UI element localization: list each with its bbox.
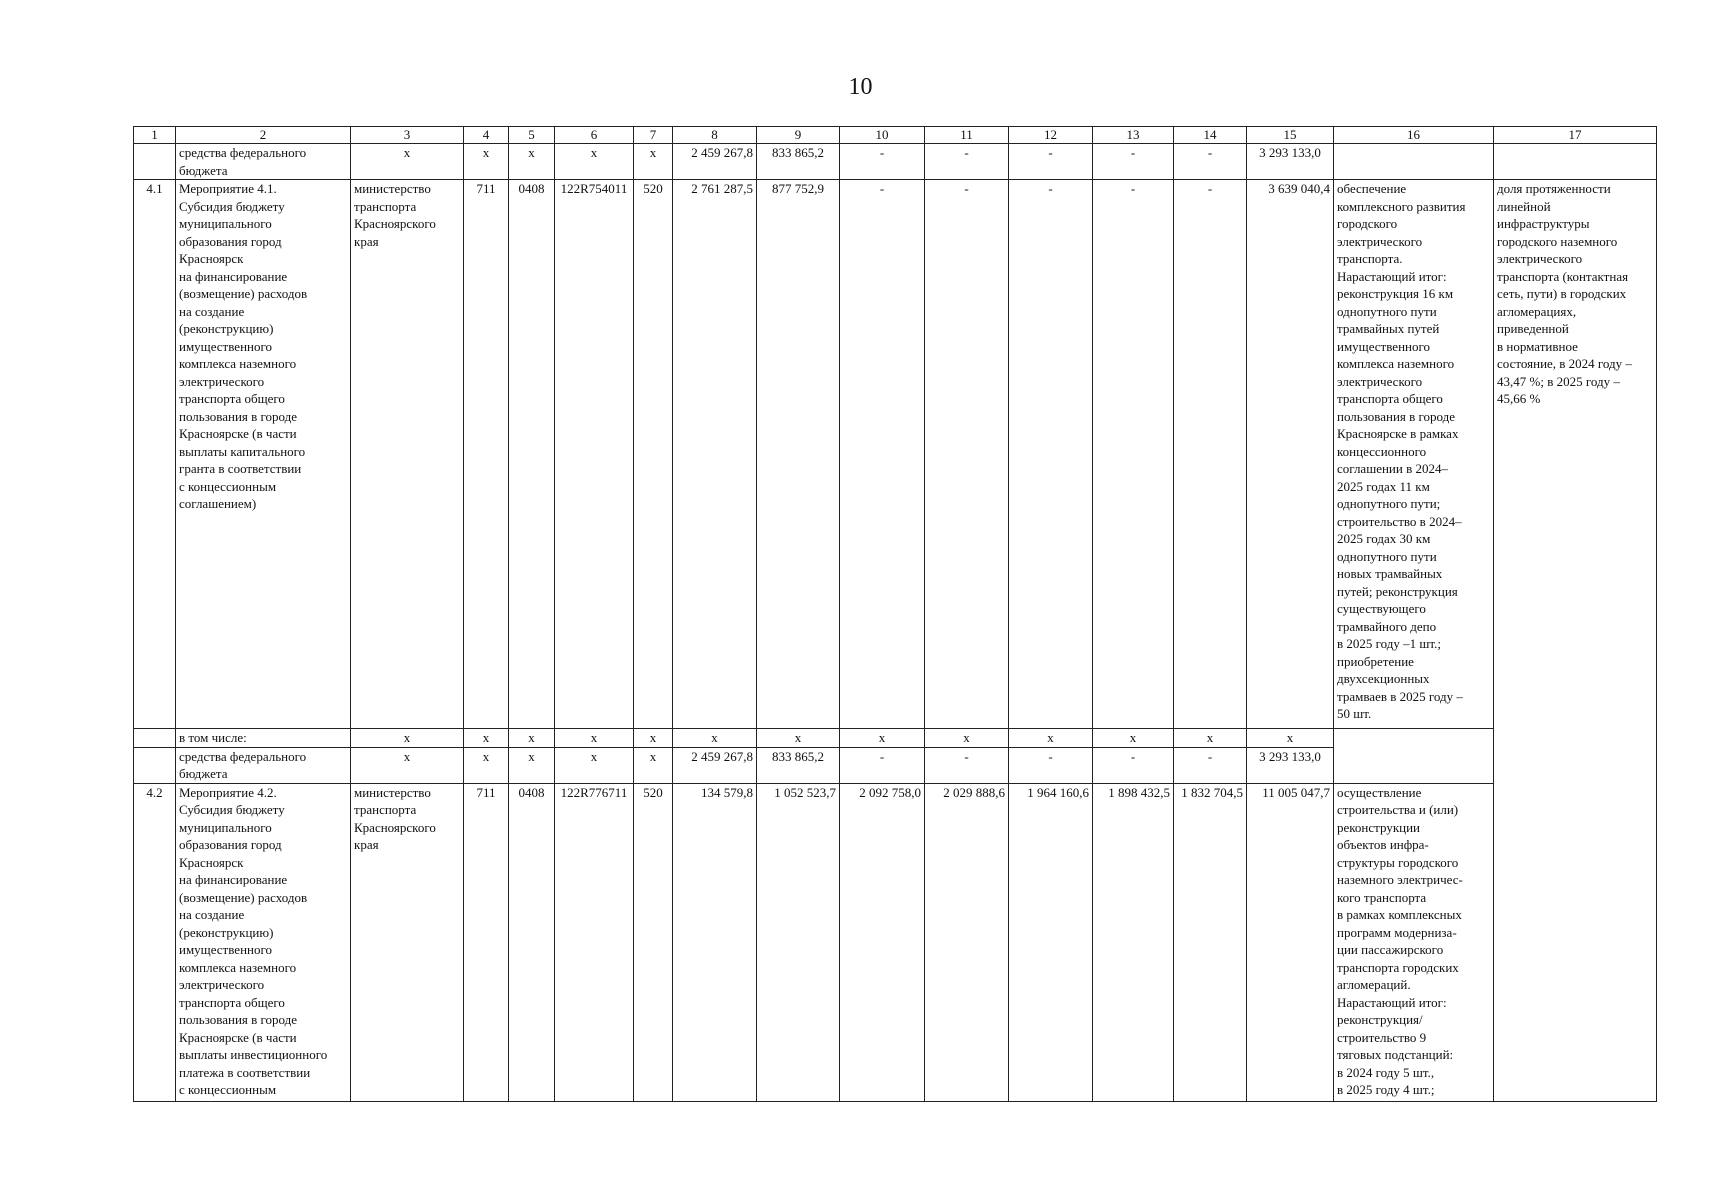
table-row-measure-4-1 bbox=[134, 180, 1657, 729]
cell-value: 2 092 758,0 bbox=[840, 783, 925, 1101]
cell-executor: х bbox=[351, 144, 464, 180]
cell-total: 3 293 133,0 bbox=[1247, 747, 1334, 783]
cell-csr: х bbox=[555, 144, 634, 180]
cell-name: Мероприятие 4.2. Субсидия бюджету муниципального образования город Красноярск на финансирование (возмещение) расходов на создание (реконструкцию) имущественного комплекса наземного электрического транспорта общего пользования в городе Красноярске (в части выплаты инвестиционного платежа в соответствии с концессионным bbox=[176, 783, 351, 1101]
cell-vr: 520 bbox=[634, 180, 673, 729]
cell-value: - bbox=[1009, 747, 1093, 783]
cell-value: х bbox=[757, 729, 840, 748]
cell-value: - bbox=[1009, 180, 1093, 729]
cell-csr: х bbox=[555, 747, 634, 783]
cell-rzpr: 0408 bbox=[509, 783, 555, 1101]
cell-grbs: х bbox=[464, 144, 509, 180]
cell-rzpr: х bbox=[509, 144, 555, 180]
cell-grbs: 711 bbox=[464, 783, 509, 1101]
cell-value: - bbox=[925, 144, 1009, 180]
cell-vr: х bbox=[634, 729, 673, 748]
table-row-including bbox=[134, 729, 1657, 748]
cell-value: х bbox=[840, 729, 925, 748]
cell-result bbox=[1334, 747, 1494, 783]
column-header: 5 bbox=[509, 127, 555, 144]
cell-csr: 122R754011 bbox=[555, 180, 634, 729]
column-header: 11 bbox=[925, 127, 1009, 144]
cell-value: 1 832 704,5 bbox=[1174, 783, 1247, 1101]
column-header: 2 bbox=[176, 127, 351, 144]
cell-value: 833 865,2 bbox=[757, 747, 840, 783]
header-row bbox=[134, 127, 1657, 144]
cell-value: - bbox=[840, 747, 925, 783]
cell-num bbox=[134, 747, 176, 783]
cell-vr: х bbox=[634, 144, 673, 180]
column-header: 13 bbox=[1093, 127, 1174, 144]
cell-total: 3 293 133,0 bbox=[1247, 144, 1334, 180]
cell-value: - bbox=[840, 144, 925, 180]
cell-grbs: 711 bbox=[464, 180, 509, 729]
cell-result: обеспечение комплексного развития городского электрического транспорта. Нарастающий итог: реконструкция 16 км однопутного пути трамвайных путей имущественного комплекса наземного электрического транспорта общего пользования в городе Красноярске в рамках концессионного соглашении в 2024– 2025 годах 11 км однопутного пути; строительство в 2024– 2025 годах 30 км однопутного пути новых трамвайных путей; реконструкция существующего трамвайного депо в 2025 году –1 шт.; приобретение двухсекционных трамваев в 2025 году – 50 шт. bbox=[1334, 180, 1494, 729]
budget-table bbox=[133, 126, 1657, 1102]
cell-indicator bbox=[1494, 783, 1657, 1101]
cell-grbs: х bbox=[464, 747, 509, 783]
column-header: 14 bbox=[1174, 127, 1247, 144]
cell-name: Мероприятие 4.1. Субсидия бюджету муниципального образования город Красноярск на финансирование (возмещение) расходов на создание (реконструкцию) имущественного комплекса наземного электрического транспорта общего пользования в городе Красноярске (в части выплаты капитального гранта в соответствии с концессионным соглашением) bbox=[176, 180, 351, 729]
cell-value: - bbox=[1174, 747, 1247, 783]
cell-result bbox=[1334, 144, 1494, 180]
column-header: 16 bbox=[1334, 127, 1494, 144]
cell-csr: х bbox=[555, 729, 634, 748]
cell-total: 11 005 047,7 bbox=[1247, 783, 1334, 1101]
cell-rzpr: х bbox=[509, 729, 555, 748]
cell-num bbox=[134, 144, 176, 180]
cell-csr: 122R776711 bbox=[555, 783, 634, 1101]
cell-executor: х bbox=[351, 747, 464, 783]
cell-num: 4.1 bbox=[134, 180, 176, 729]
column-header: 8 bbox=[673, 127, 757, 144]
cell-value: 2 459 267,8 bbox=[673, 747, 757, 783]
cell-value: х bbox=[673, 729, 757, 748]
column-header: 9 bbox=[757, 127, 840, 144]
cell-value: х bbox=[1174, 729, 1247, 748]
cell-indicator: доля протяженности линейной инфраструктуры городского наземного электрического транспорта (контактная сеть, пути) в городских агломерациях, приведенной в нормативное состояние, в 2024 году – 43,47 %; в 2025 году – 45,66 % bbox=[1494, 180, 1657, 729]
cell-vr: х bbox=[634, 747, 673, 783]
cell-value: х bbox=[925, 729, 1009, 748]
cell-value: - bbox=[1174, 144, 1247, 180]
cell-value: 833 865,2 bbox=[757, 144, 840, 180]
page-number: 10 bbox=[848, 74, 873, 100]
cell-value: - bbox=[1093, 144, 1174, 180]
cell-value: 877 752,9 bbox=[757, 180, 840, 729]
cell-total: х bbox=[1247, 729, 1334, 748]
cell-value: 2 459 267,8 bbox=[673, 144, 757, 180]
cell-name: средства федерального бюджета bbox=[176, 747, 351, 783]
cell-num bbox=[134, 729, 176, 748]
cell-executor: министерство транспорта Красноярского края bbox=[351, 180, 464, 729]
cell-value: х bbox=[1093, 729, 1174, 748]
cell-value: 2 761 287,5 bbox=[673, 180, 757, 729]
cell-indicator bbox=[1494, 144, 1657, 180]
column-header: 17 bbox=[1494, 127, 1657, 144]
cell-indicator bbox=[1494, 747, 1657, 783]
cell-value: - bbox=[840, 180, 925, 729]
cell-value: - bbox=[925, 180, 1009, 729]
cell-executor: х bbox=[351, 729, 464, 748]
cell-result bbox=[1334, 729, 1494, 748]
table-row-federal-budget bbox=[134, 747, 1657, 783]
cell-num: 4.2 bbox=[134, 783, 176, 1101]
cell-value: 134 579,8 bbox=[673, 783, 757, 1101]
cell-name: в том числе: bbox=[176, 729, 351, 748]
column-header: 7 bbox=[634, 127, 673, 144]
cell-value: - bbox=[1009, 144, 1093, 180]
column-header: 6 bbox=[555, 127, 634, 144]
column-header: 3 bbox=[351, 127, 464, 144]
cell-value: 2 029 888,6 bbox=[925, 783, 1009, 1101]
cell-executor: министерство транспорта Красноярского края bbox=[351, 783, 464, 1101]
column-header: 1 bbox=[134, 127, 176, 144]
table-row-federal-budget bbox=[134, 144, 1657, 180]
cell-name: средства федерального бюджета bbox=[176, 144, 351, 180]
cell-total: 3 639 040,4 bbox=[1247, 180, 1334, 729]
table-row-measure-4-2 bbox=[134, 783, 1657, 1101]
cell-value: 1 964 160,6 bbox=[1009, 783, 1093, 1101]
cell-value: 1 052 523,7 bbox=[757, 783, 840, 1101]
cell-rzpr: х bbox=[509, 747, 555, 783]
column-header: 10 bbox=[840, 127, 925, 144]
column-header: 4 bbox=[464, 127, 509, 144]
cell-value: х bbox=[1009, 729, 1093, 748]
cell-value: 1 898 432,5 bbox=[1093, 783, 1174, 1101]
column-header: 15 bbox=[1247, 127, 1334, 144]
cell-value: - bbox=[925, 747, 1009, 783]
cell-result: осуществление строительства и (или) реконструкции объектов инфра- структуры городского наземного электричес- кого транспорта в рамках комплексных программ модерниза- ции пассажирского транспорта городских агломераций. Нарастающий итог: реконструкция/ строительство 9 тяговых подстанций: в 2024 году 5 шт., в 2025 году 4 шт.; bbox=[1334, 783, 1494, 1101]
cell-value: - bbox=[1174, 180, 1247, 729]
cell-grbs: х bbox=[464, 729, 509, 748]
cell-indicator bbox=[1494, 729, 1657, 748]
cell-rzpr: 0408 bbox=[509, 180, 555, 729]
cell-value: - bbox=[1093, 747, 1174, 783]
cell-value: - bbox=[1093, 180, 1174, 729]
cell-vr: 520 bbox=[634, 783, 673, 1101]
column-header: 12 bbox=[1009, 127, 1093, 144]
